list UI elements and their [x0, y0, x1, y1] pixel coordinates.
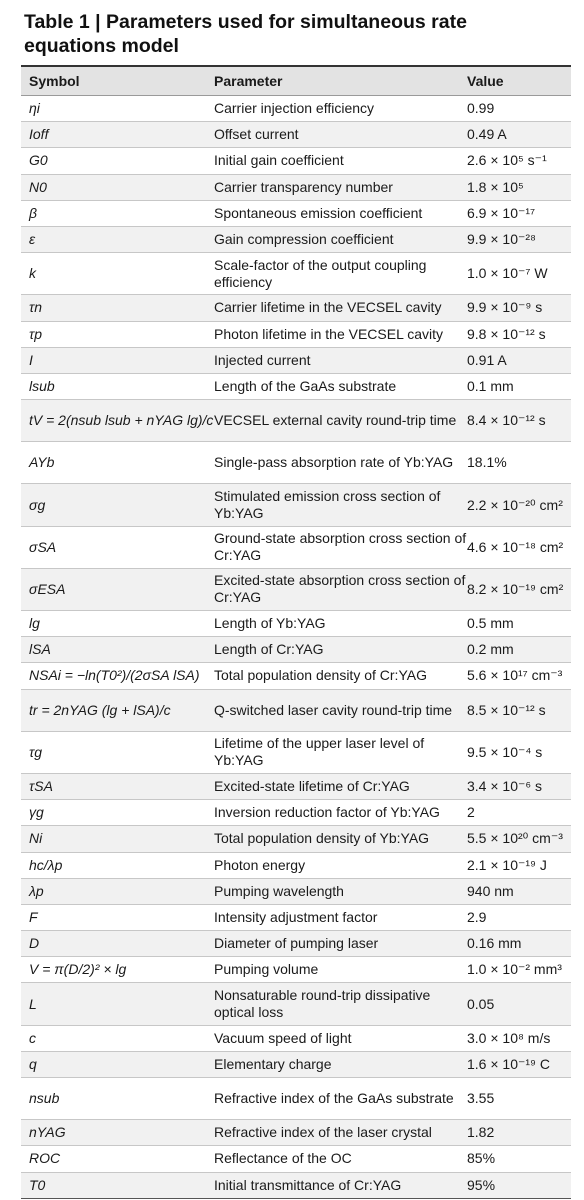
table-row [21, 321, 571, 347]
cell-value: 1.0 × 10⁻⁷ W [467, 253, 571, 295]
cell-parameter: Initial gain coefficient [214, 148, 467, 174]
cell-value: 5.6 × 10¹⁷ cm⁻³ [467, 663, 571, 689]
cell-parameter: Length of Yb:YAG [214, 611, 467, 637]
cell-symbol: tr = 2nYAG (lg + lSA)/c [21, 689, 214, 731]
cell-value: 18.1% [467, 442, 571, 484]
cell-parameter: Gain compression coefficient [214, 226, 467, 252]
header-parameter: Parameter [214, 66, 467, 96]
table-row [21, 1146, 571, 1172]
cell-value: 8.2 × 10⁻¹⁹ cm² [467, 568, 571, 610]
cell-value: 6.9 × 10⁻¹⁷ [467, 200, 571, 226]
cell-symbol: L [21, 983, 214, 1025]
cell-symbol: σESA [21, 568, 214, 610]
cell-value: 9.9 × 10⁻²⁸ [467, 226, 571, 252]
cell-parameter: Intensity adjustment factor [214, 904, 467, 930]
cell-parameter: Scale-factor of the output coupling efficiency [214, 253, 467, 295]
table-row [21, 442, 571, 484]
cell-symbol: c [21, 1025, 214, 1051]
table-row [21, 637, 571, 663]
table-row [21, 122, 571, 148]
table-row [21, 878, 571, 904]
cell-parameter: Pumping volume [214, 957, 467, 983]
cell-symbol: β [21, 200, 214, 226]
cell-symbol: ε [21, 226, 214, 252]
cell-parameter: Ground-state absorption cross section of Cr:YAG [214, 526, 467, 568]
table-row [21, 148, 571, 174]
table-row [21, 852, 571, 878]
cell-value: 8.5 × 10⁻¹² s [467, 689, 571, 731]
table-body [21, 96, 571, 1199]
cell-value: 0.05 [467, 983, 571, 1025]
cell-value: 2.1 × 10⁻¹⁹ J [467, 852, 571, 878]
cell-value: 0.16 mm [467, 931, 571, 957]
cell-symbol: q [21, 1051, 214, 1077]
table-row [21, 826, 571, 852]
table-row [21, 200, 571, 226]
table-row [21, 904, 571, 930]
cell-parameter: Reflectance of the OC [214, 1146, 467, 1172]
table-row [21, 1120, 571, 1146]
cell-parameter: Single-pass absorption rate of Yb:YAG [214, 442, 467, 484]
table-row [21, 174, 571, 200]
cell-parameter: Excited-state absorption cross section of Cr:YAG [214, 568, 467, 610]
cell-symbol: hc/λp [21, 852, 214, 878]
cell-parameter: Carrier transparency number [214, 174, 467, 200]
table-row [21, 689, 571, 731]
table-row [21, 773, 571, 799]
table-row [21, 568, 571, 610]
cell-parameter: Refractive index of the GaAs substrate [214, 1078, 467, 1120]
cell-parameter: Diameter of pumping laser [214, 931, 467, 957]
cell-parameter: Photon energy [214, 852, 467, 878]
cell-symbol: NSAi = −ln(T0²)/(2σSA lSA) [21, 663, 214, 689]
cell-value: 1.6 × 10⁻¹⁹ C [467, 1051, 571, 1077]
parameters-table [21, 65, 571, 1199]
cell-value: 95% [467, 1172, 571, 1198]
cell-value: 1.8 × 10⁵ [467, 174, 571, 200]
cell-parameter: Injected current [214, 347, 467, 373]
cell-symbol: I [21, 347, 214, 373]
cell-symbol: k [21, 253, 214, 295]
table-row [21, 400, 571, 442]
cell-value: 3.0 × 10⁸ m/s [467, 1025, 571, 1051]
table-row [21, 347, 571, 373]
cell-value: 2 [467, 800, 571, 826]
cell-value: 9.9 × 10⁻⁹ s [467, 295, 571, 321]
cell-value: 0.99 [467, 96, 571, 122]
cell-value: 85% [467, 1146, 571, 1172]
header-symbol: Symbol [21, 66, 214, 96]
cell-parameter: Offset current [214, 122, 467, 148]
cell-value: 2.2 × 10⁻²⁰ cm² [467, 484, 571, 526]
cell-parameter: Length of the GaAs substrate [214, 373, 467, 399]
cell-symbol: V = π(D/2)² × lg [21, 957, 214, 983]
cell-parameter: Q-switched laser cavity round-trip time [214, 689, 467, 731]
table-row [21, 957, 571, 983]
table-title: Table 1 | Parameters used for simultaneous rate equations model [24, 11, 467, 57]
cell-symbol: D [21, 931, 214, 957]
cell-symbol: F [21, 904, 214, 930]
table-row [21, 1172, 571, 1198]
table-row [21, 663, 571, 689]
cell-parameter: Photon lifetime in the VECSEL cavity [214, 321, 467, 347]
cell-value: 0.2 mm [467, 637, 571, 663]
cell-symbol: τn [21, 295, 214, 321]
cell-parameter: Vacuum speed of light [214, 1025, 467, 1051]
cell-value: 9.5 × 10⁻⁴ s [467, 731, 571, 773]
cell-symbol: γg [21, 800, 214, 826]
cell-value: 8.4 × 10⁻¹² s [467, 400, 571, 442]
cell-parameter: Refractive index of the laser crystal [214, 1120, 467, 1146]
table-row [21, 96, 571, 122]
table-row [21, 800, 571, 826]
cell-symbol: lg [21, 611, 214, 637]
cell-symbol: nsub [21, 1078, 214, 1120]
cell-value: 0.49 A [467, 122, 571, 148]
table-row [21, 526, 571, 568]
cell-symbol: λp [21, 878, 214, 904]
cell-parameter: VECSEL external cavity round-trip time [214, 400, 467, 442]
cell-symbol: Ni [21, 826, 214, 852]
cell-symbol: σSA [21, 526, 214, 568]
cell-symbol: Ioff [21, 122, 214, 148]
cell-symbol: nYAG [21, 1120, 214, 1146]
table-row [21, 373, 571, 399]
cell-symbol: ηi [21, 96, 214, 122]
cell-value: 2.6 × 10⁵ s⁻¹ [467, 148, 571, 174]
cell-value: 4.6 × 10⁻¹⁸ cm² [467, 526, 571, 568]
table-row [21, 1078, 571, 1120]
cell-value: 1.0 × 10⁻² mm³ [467, 957, 571, 983]
cell-symbol: lSA [21, 637, 214, 663]
table-row [21, 1025, 571, 1051]
table-row [21, 931, 571, 957]
table-row [21, 226, 571, 252]
cell-value: 9.8 × 10⁻¹² s [467, 321, 571, 347]
cell-parameter: Carrier injection efficiency [214, 96, 467, 122]
cell-symbol: N0 [21, 174, 214, 200]
cell-value: 3.4 × 10⁻⁶ s [467, 773, 571, 799]
cell-symbol: T0 [21, 1172, 214, 1198]
cell-parameter: Nonsaturable round-trip dissipative optical loss [214, 983, 467, 1025]
table-row [21, 295, 571, 321]
cell-value: 0.5 mm [467, 611, 571, 637]
cell-symbol: G0 [21, 148, 214, 174]
cell-value: 3.55 [467, 1078, 571, 1120]
cell-parameter: Excited-state lifetime of Cr:YAG [214, 773, 467, 799]
table-row [21, 983, 571, 1025]
cell-parameter: Elementary charge [214, 1051, 467, 1077]
cell-parameter: Total population density of Cr:YAG [214, 663, 467, 689]
cell-parameter: Inversion reduction factor of Yb:YAG [214, 800, 467, 826]
cell-parameter: Stimulated emission cross section of Yb:YAG [214, 484, 467, 526]
header-value: Value [467, 66, 571, 96]
cell-value: 940 nm [467, 878, 571, 904]
cell-symbol: tV = 2(nsub lsub + nYAG lg)/c [21, 400, 214, 442]
cell-symbol: σg [21, 484, 214, 526]
table-row [21, 253, 571, 295]
cell-value: 0.91 A [467, 347, 571, 373]
cell-symbol: AYb [21, 442, 214, 484]
cell-parameter: Lifetime of the upper laser level of Yb:YAG [214, 731, 467, 773]
cell-parameter: Total population density of Yb:YAG [214, 826, 467, 852]
cell-value: 0.1 mm [467, 373, 571, 399]
table-row [21, 1051, 571, 1077]
cell-value: 1.82 [467, 1120, 571, 1146]
table-row [21, 484, 571, 526]
cell-parameter: Length of Cr:YAG [214, 637, 467, 663]
cell-parameter: Initial transmittance of Cr:YAG [214, 1172, 467, 1198]
cell-symbol: τp [21, 321, 214, 347]
cell-symbol: lsub [21, 373, 214, 399]
table-row [21, 611, 571, 637]
cell-symbol: ROC [21, 1146, 214, 1172]
cell-value: 2.9 [467, 904, 571, 930]
cell-symbol: τg [21, 731, 214, 773]
cell-parameter: Carrier lifetime in the VECSEL cavity [214, 295, 467, 321]
cell-parameter: Pumping wavelength [214, 878, 467, 904]
cell-symbol: τSA [21, 773, 214, 799]
cell-parameter: Spontaneous emission coefficient [214, 200, 467, 226]
cell-value: 5.5 × 10²⁰ cm⁻³ [467, 826, 571, 852]
table-row [21, 731, 571, 773]
table-header-row [21, 66, 571, 96]
